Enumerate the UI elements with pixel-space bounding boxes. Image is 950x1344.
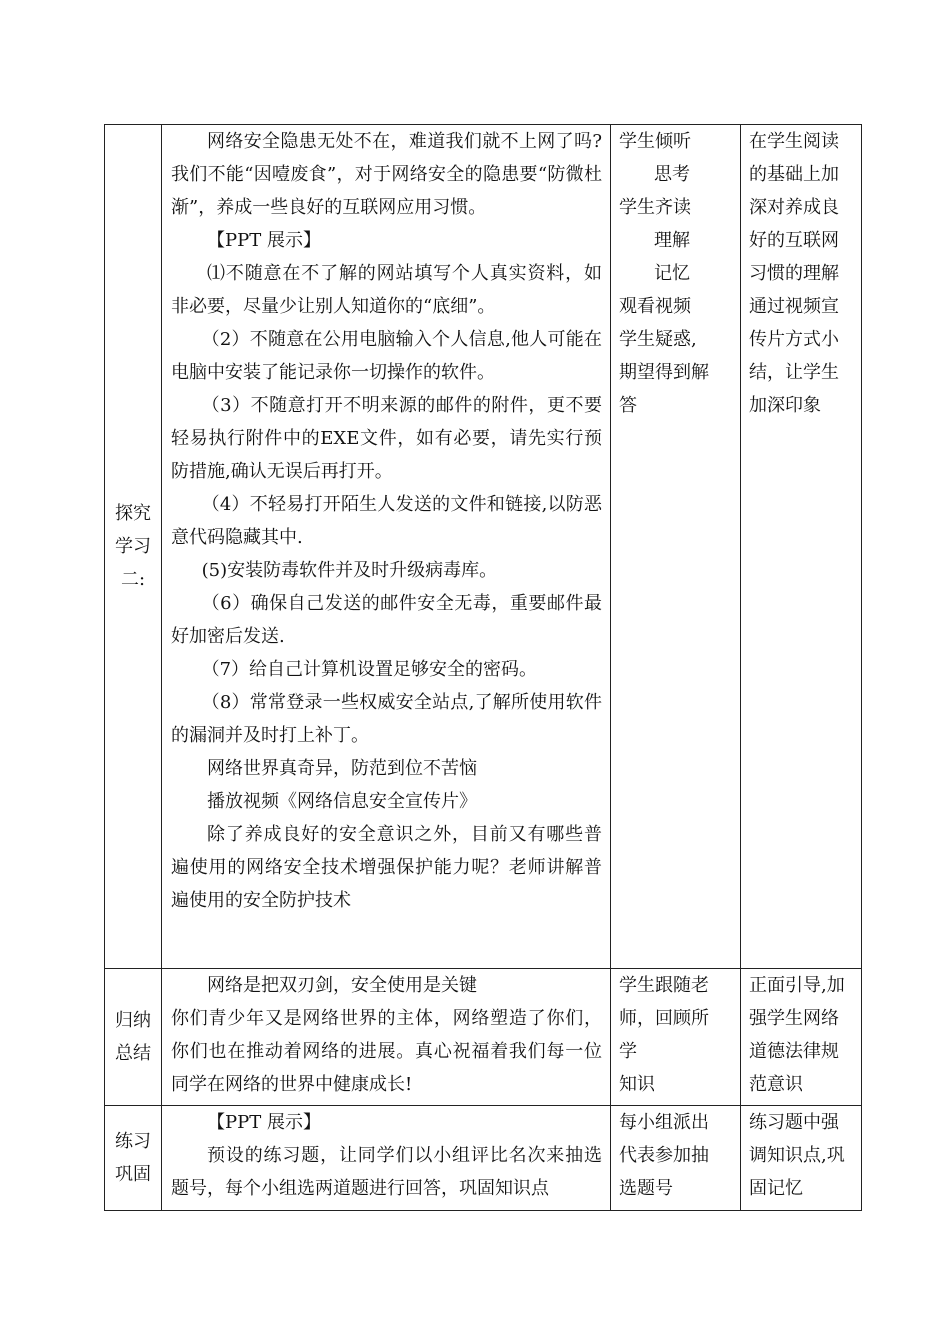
activity-line: 学生倾听 <box>619 131 691 152</box>
activity-line: 期望得到解 <box>619 362 709 383</box>
purpose-line: 练习题中强 <box>749 1112 839 1133</box>
table-row-explore <box>105 125 862 969</box>
stage-cell <box>105 125 162 969</box>
activity-line: 理解 <box>654 230 690 251</box>
ppt-heading: 【PPT 展示】 <box>207 230 321 251</box>
content-paragraph: 除了养成良好的安全意识之外，目前又有哪些普遍使用的网络安全技术增强保护能力呢？老师讲解普遍使用的安全防护技术 <box>171 824 602 911</box>
activity-line: 学生疑惑, <box>619 329 697 350</box>
content-paragraph: （4）不轻易打开陌生人发送的文件和链接,以防恶意代码隐藏其中. <box>171 494 602 548</box>
purpose-line: 结，让学生 <box>749 362 839 383</box>
content-paragraph: （6）确保自己发送的邮件安全无毒，重要邮件最好加密后发送. <box>171 593 602 647</box>
teacher-content-cell <box>162 125 611 969</box>
stage-label: 练习 <box>115 1131 151 1152</box>
design-purpose-cell <box>741 125 862 969</box>
purpose-line: 好的互联网 <box>749 230 839 251</box>
purpose-line: 正面引导,加 <box>749 975 845 996</box>
student-activity-cell <box>611 969 741 1106</box>
purpose-line: 加深印象 <box>749 395 821 416</box>
stage-label: 巩固 <box>115 1164 151 1185</box>
content-paragraph: 播放视频《网络信息安全宣传片》 <box>207 791 477 812</box>
design-purpose-cell <box>741 1106 862 1211</box>
purpose-line: 强学生网络 <box>749 1008 839 1029</box>
stage-cell <box>105 1106 162 1211</box>
content-paragraph: （2）不随意在公用电脑输入个人信息,他人可能在电脑中安装了能记录你一切操作的软件。 <box>171 329 602 383</box>
content-paragraph: 网络安全隐患无处不在，难道我们就不上网了吗?我们不能“因噎废食”，对于网络安全的隐患要“防微杜渐”，养成一些良好的互联网应用习惯。 <box>171 131 602 218</box>
activity-line: 思考 <box>654 164 690 185</box>
activity-line: 学生跟随老 <box>619 975 709 996</box>
stage-label: 学习 <box>115 536 151 557</box>
purpose-line: 范意识 <box>749 1074 803 1095</box>
content-paragraph: (5)安装防毒软件并及时升级病毒库。 <box>201 560 498 581</box>
content-paragraph: 预设的练习题，让同学们以小组评比名次来抽选题号，每个小组选两道题进行回答，巩固知识点 <box>171 1145 602 1199</box>
activity-line: 代表参加抽 <box>619 1145 709 1166</box>
table-row-summary <box>105 969 862 1106</box>
activity-line: 师，回顾所 <box>619 1008 709 1029</box>
purpose-line: 通过视频宣 <box>749 296 839 317</box>
stage-label: 归纳 <box>115 1010 151 1031</box>
activity-line: 知识 <box>619 1074 655 1095</box>
student-activity-cell <box>611 125 741 969</box>
stage-cell <box>105 969 162 1106</box>
content-paragraph: 你们青少年又是网络世界的主体，网络塑造了你们，你们也在推动着网络的进展。真心祝福着我们每一位同学在网络的世界中健康成长! <box>171 1008 602 1095</box>
purpose-line: 道德法律规 <box>749 1041 839 1062</box>
activity-line: 学 <box>619 1041 637 1062</box>
activity-line: 学生齐读 <box>619 197 691 218</box>
content-paragraph: （8）常常登录一些权威安全站点,了解所使用软件的漏洞并及时打上补丁。 <box>171 692 602 746</box>
design-purpose-cell <box>741 969 862 1106</box>
activity-line: 记忆 <box>654 263 690 284</box>
ppt-heading: 【PPT 展示】 <box>207 1112 321 1133</box>
purpose-line: 的基础上加 <box>749 164 839 185</box>
purpose-line: 固记忆 <box>749 1178 803 1199</box>
content-paragraph: （7）给自己计算机设置足够安全的密码。 <box>201 659 538 680</box>
lesson-plan-table <box>104 124 862 1211</box>
content-paragraph: ⑴不随意在不了解的网站填写个人真实资料，如非必要，尽量少让别人知道你的“底细”。 <box>171 263 602 317</box>
purpose-line: 在学生阅读 <box>749 131 839 152</box>
activity-line: 每小组派出 <box>619 1112 709 1133</box>
purpose-line: 调知识点,巩 <box>749 1145 845 1166</box>
content-paragraph: 网络世界真奇异，防范到位不苦恼 <box>207 758 477 779</box>
stage-label: 探究 <box>115 503 151 524</box>
content-paragraph: 网络是把双刃剑，安全使用是关键 <box>207 975 477 996</box>
activity-line: 答 <box>619 395 637 416</box>
purpose-line: 习惯的理解 <box>749 263 839 284</box>
activity-line: 选题号 <box>619 1178 673 1199</box>
teacher-content-cell <box>162 1106 611 1211</box>
student-activity-cell <box>611 1106 741 1211</box>
purpose-line: 深对养成良 <box>749 197 839 218</box>
stage-label: 总结 <box>115 1043 151 1064</box>
activity-line: 观看视频 <box>619 296 691 317</box>
teacher-content-cell <box>162 969 611 1106</box>
purpose-line: 传片方式小 <box>749 329 839 350</box>
table-row-practice <box>105 1106 862 1211</box>
content-paragraph: （3）不随意打开不明来源的邮件的附件，更不要轻易执行附件中的EXE文件，如有必要，请先实行预防措施,确认无误后再打开。 <box>171 395 602 482</box>
stage-label: 二: <box>120 569 146 590</box>
